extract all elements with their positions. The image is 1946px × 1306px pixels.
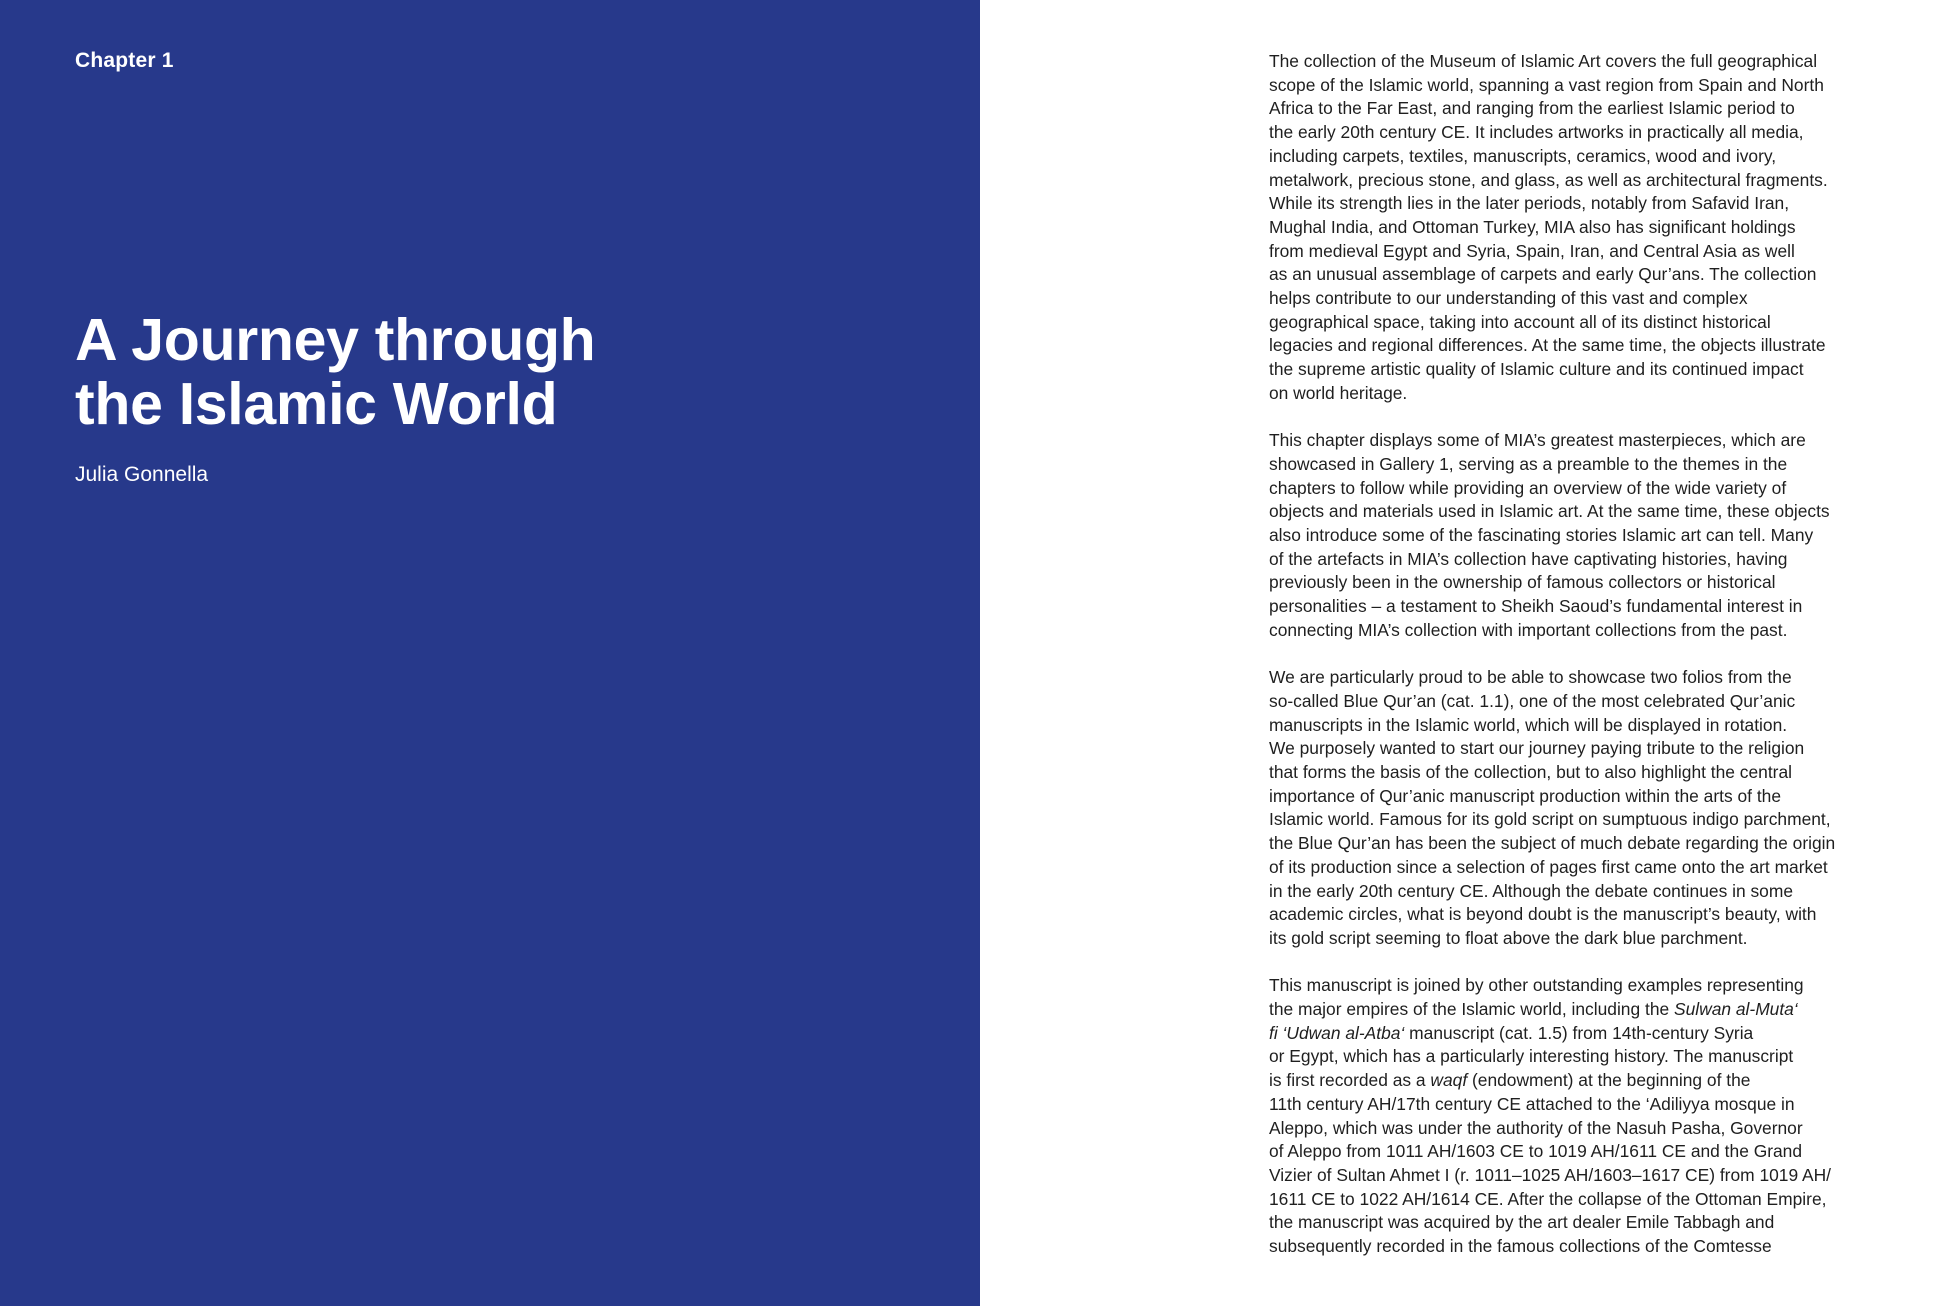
body-line: geographical space, taking into account all of its distinct historical xyxy=(1269,311,1771,332)
body-line: the supreme artistic quality of Islamic culture and its continued impact xyxy=(1269,359,1804,380)
body-line: subsequently recorded in the famous collections of the Comtesse xyxy=(1269,1236,1772,1257)
body-line: or Egypt, which has a particularly interesting history. The manuscript xyxy=(1269,1046,1794,1067)
body-line: Aleppo, which was under the authority of the Nasuh Pasha, Governor xyxy=(1269,1117,1803,1138)
body-line: The collection of the Museum of Islamic Art covers the full geographical xyxy=(1269,51,1818,71)
body-line: We are particularly proud to be able to showcase two folios from the xyxy=(1269,667,1792,688)
body-line: legacies and regional differences. At the same time, the objects illustrate xyxy=(1269,335,1826,356)
body-paragraph xyxy=(1269,50,1909,406)
body-line: in the early 20th century CE. Although the debate continues in some xyxy=(1269,880,1793,901)
body-line: metalwork, precious stone, and glass, as well as architectural fragments. xyxy=(1269,169,1828,190)
body-line: While its strength lies in the later periods, notably from Safavid Iran, xyxy=(1269,193,1790,214)
body-line: chapters to follow while providing an overview of the wide variety of xyxy=(1269,477,1787,498)
body-line: also introduce some of the fascinating stories Islamic art can tell. Many xyxy=(1269,525,1814,546)
body-line: This chapter displays some of MIA’s greatest masterpieces, which are xyxy=(1269,430,1806,451)
author-name: Julia Gonnella xyxy=(75,463,209,486)
body-text xyxy=(1269,50,1909,1283)
body-line: of its production since a selection of pages first came onto the art market xyxy=(1269,856,1828,877)
body-line: 11th century AH/17th century CE attached to the ‘Adiliyya mosque in xyxy=(1269,1093,1795,1114)
chapter-label: Chapter 1 xyxy=(75,49,174,72)
body-paragraph xyxy=(1269,666,1909,950)
body-line: scope of the Islamic world, spanning a vast region from Spain and North xyxy=(1269,74,1824,95)
body-line: We purposely wanted to start our journey paying tribute to the religion xyxy=(1269,738,1805,759)
body-line: from medieval Egypt and Syria, Spain, Iran, and Central Asia as well xyxy=(1269,240,1795,261)
body-line: as an unusual assemblage of carpets and early Qur’ans. The collection xyxy=(1269,264,1817,285)
right-page xyxy=(980,0,1946,1298)
body-paragraph xyxy=(1269,974,1909,1258)
body-line: Africa to the Far East, and ranging from the earliest Islamic period to xyxy=(1269,98,1795,119)
body-line: including carpets, textiles, manuscripts, ceramics, wood and ivory, xyxy=(1269,145,1777,166)
italic-term: waqf xyxy=(1430,1070,1468,1091)
body-line: the manuscript was acquired by the art dealer Emile Tabbagh and xyxy=(1269,1212,1775,1233)
chapter-title-line: the Islamic World xyxy=(75,371,558,437)
chapter-title xyxy=(75,308,895,436)
body-line: connecting MIA’s collection with important collections from the past. xyxy=(1269,619,1788,640)
body-line: is first recorded as a waqf (endowment) at the beginning of the xyxy=(1269,1070,1751,1091)
body-line: importance of Qur’anic manuscript production within the arts of the xyxy=(1269,785,1781,806)
body-line: that forms the basis of the collection, but to also highlight the central xyxy=(1269,762,1792,783)
body-line: Mughal India, and Ottoman Turkey, MIA also has significant holdings xyxy=(1269,216,1796,237)
body-line: 1611 CE to 1022 AH/1614 CE. After the collapse of the Ottoman Empire, xyxy=(1269,1188,1827,1209)
body-line: of Aleppo from 1011 AH/1603 CE to 1019 AH/1611 CE and the Grand xyxy=(1269,1141,1803,1162)
body-paragraph xyxy=(1269,429,1909,642)
body-line: Vizier of Sultan Ahmet I (r. 1011–1025 AH/1603–1617 CE) from 1019 AH/ xyxy=(1269,1165,1831,1185)
body-line: objects and materials used in Islamic art. At the same time, these objects xyxy=(1269,501,1830,522)
body-line: the major empires of the Islamic world, including the Sulwan al-Muta‘ xyxy=(1269,999,1798,1020)
body-line: so-called Blue Qur’an (cat. 1.1), one of the most celebrated Qur’anic xyxy=(1269,690,1796,711)
body-line: the Blue Qur’an has been the subject of much debate regarding the origin xyxy=(1269,833,1836,854)
body-line: personalities – a testament to Sheikh Saoud’s fundamental interest in xyxy=(1269,596,1803,617)
body-line: showcased in Gallery 1, serving as a preamble to the themes in the xyxy=(1269,453,1788,474)
body-line: fi ‘Udwan al-Atba‘ manuscript (cat. 1.5) from 14th-century Syria xyxy=(1269,1022,1754,1043)
body-line: academic circles, what is beyond doubt is the manuscript’s beauty, with xyxy=(1269,904,1817,925)
italic-term: fi ‘Udwan al-Atba‘ xyxy=(1269,1022,1405,1043)
body-line: its gold script seeming to float above the dark blue parchment. xyxy=(1269,927,1748,948)
body-line: of the artefacts in MIA’s collection have captivating histories, having xyxy=(1269,548,1788,569)
body-line: Islamic world. Famous for its gold script on sumptuous indigo parchment, xyxy=(1269,809,1831,830)
chapter-title-line: A Journey through xyxy=(75,307,596,373)
body-line: This manuscript is joined by other outstanding examples representing xyxy=(1269,975,1804,996)
body-line: manuscripts in the Islamic world, which will be displayed in rotation. xyxy=(1269,714,1788,735)
body-line: on world heritage. xyxy=(1269,382,1408,403)
body-line: helps contribute to our understanding of this vast and complex xyxy=(1269,288,1748,309)
body-line: previously been in the ownership of famous collectors or historical xyxy=(1269,572,1776,593)
body-line: the early 20th century CE. It includes artworks in practically all media, xyxy=(1269,122,1804,143)
italic-term: Sulwan al-Muta‘ xyxy=(1674,999,1798,1020)
